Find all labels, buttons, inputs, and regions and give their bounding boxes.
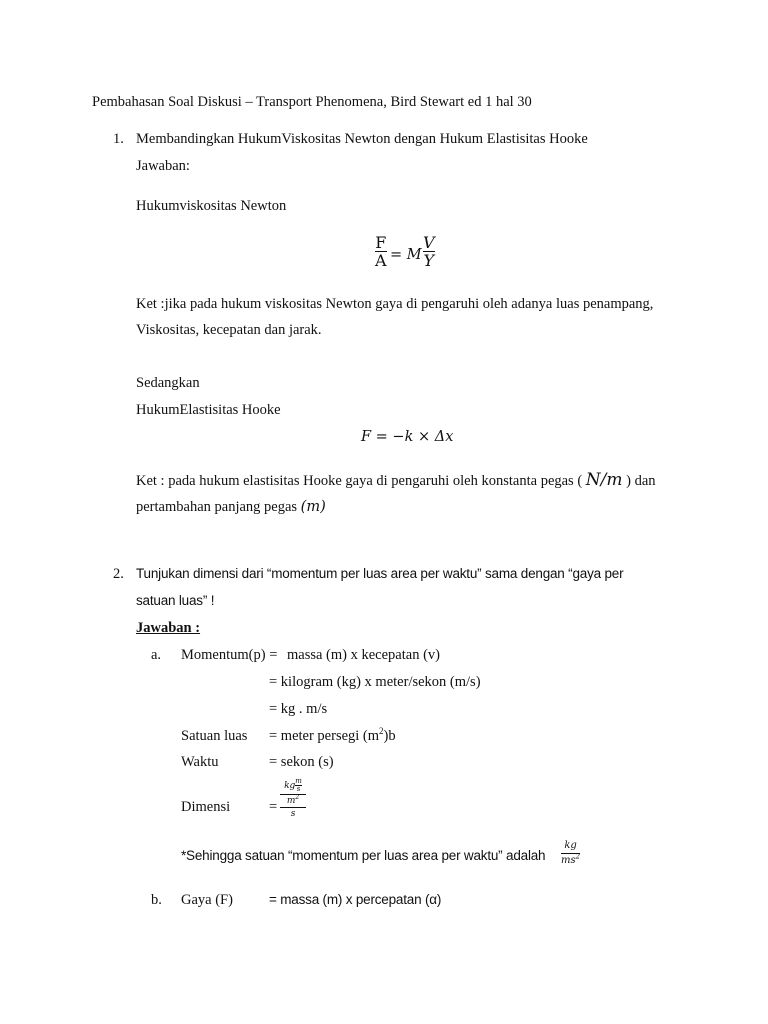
paragraph-text: Sedangkan: [136, 375, 200, 391]
result-fraction: kg $ms^2$: [561, 840, 581, 866]
row-value: = sekon (s): [269, 754, 334, 770]
row-label: Momentum(p) =: [181, 647, 278, 663]
row-value: = meter persegi $(m^2)b$: [269, 726, 396, 744]
section-heading: HukumElastisitas Hooke: [136, 402, 281, 418]
note-text: Ket : pada hukum elastisitas Hooke gaya di pengaruhi oleh konstanta pegas ( N/m ) dan: [136, 470, 656, 490]
row-value: = massa (m) x percepatan (α): [269, 892, 442, 907]
formula-fraction: F A: [375, 233, 387, 270]
document-title: Pembahasan Soal Diskusi – Transport Phenomena, Bird Stewart ed 1 hal 30: [92, 94, 532, 110]
row-label: Waktu: [181, 754, 219, 770]
row-label: Satuan luas: [181, 728, 248, 744]
question-text: Membandingkan HukumViskositas Newton dengan Hukum Elastisitas Hooke: [136, 131, 588, 147]
row-label: Gaya (F): [181, 892, 233, 908]
section-heading: Hukumviskositas Newton: [136, 198, 287, 214]
formula-hooke: F = −k × Δx: [361, 429, 454, 445]
note-text: pertambahan panjang pegas (m): [136, 499, 326, 515]
formula-equals: = M: [390, 247, 422, 263]
item-number: 2.: [113, 566, 124, 582]
conclusion-text: *Sehingga satuan “momentum per luas area per waktu” adalah: [181, 848, 546, 863]
sub-item-letter: a.: [151, 647, 162, 663]
row-value: =: [269, 799, 278, 815]
answer-label: Jawaban:: [136, 158, 190, 174]
sub-item-letter: b.: [151, 892, 162, 908]
formula-fraction: V Y: [423, 233, 435, 270]
dimension-fraction: kg $\frac{m}{s}$ $m^2$ s: [280, 778, 306, 819]
item-number: 1.: [113, 131, 124, 147]
answer-label: Jawaban :: [136, 620, 201, 636]
row-value: = kilogram (kg) x meter/sekon (m/s): [269, 674, 481, 690]
question-text: satuan luas” !: [136, 593, 215, 608]
row-label: Dimensi: [181, 799, 231, 815]
note-text: Viskositas, kecepatan dan jarak.: [136, 322, 322, 338]
note-text: Ket :jika pada hukum viskositas Newton gaya di pengaruhi oleh adanya luas penampang,: [136, 296, 654, 312]
question-text: Tunjukan dimensi dari “momentum per luas area per waktu” sama dengan “gaya per: [136, 566, 624, 581]
row-value: massa (m) x kecepatan (v): [287, 647, 440, 663]
row-value: = kg . m/s: [269, 701, 328, 717]
